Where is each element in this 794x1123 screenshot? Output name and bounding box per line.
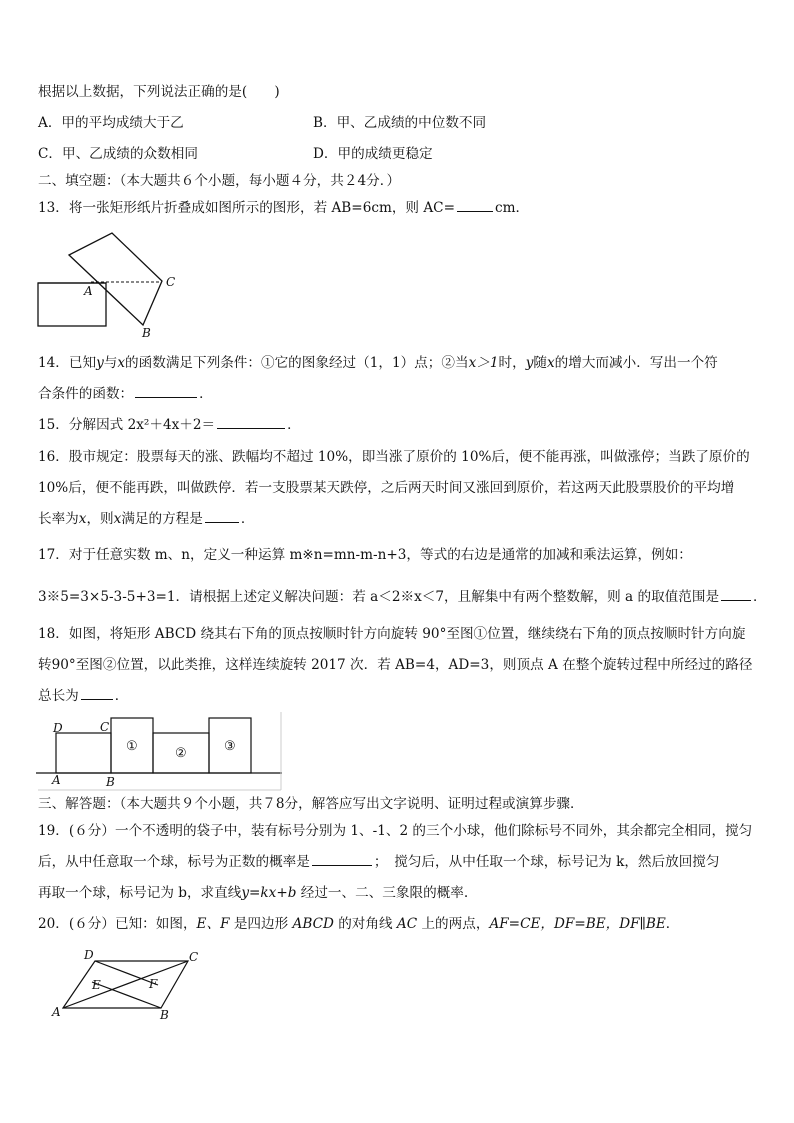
q16-var-x: x	[78, 511, 87, 527]
q20-text-d: 上的两点，	[417, 916, 490, 932]
q18-label-a: A	[52, 773, 61, 787]
q14-text-b: 与	[103, 355, 118, 371]
q12-stem: 根据以上数据，下列说法正确的是( )	[38, 84, 280, 100]
q18-label-b: B	[106, 775, 115, 789]
q19-text-b: ； 搅匀后，从中任取一个球，标号记为 k，然后放回搅匀	[373, 854, 720, 870]
q20-label-f: F	[149, 977, 158, 991]
q14-text-e: 随	[533, 355, 547, 371]
q15-answer-blank	[217, 416, 285, 429]
q13-text-after: cm．	[494, 200, 530, 216]
q17-answer-blank	[721, 588, 751, 601]
q20-text-a: 20．(６分）已知：如图，	[38, 916, 197, 932]
q18-label-pos2: ②	[175, 746, 187, 761]
q20-label-a: A	[52, 1005, 61, 1019]
q14-line1	[38, 354, 718, 372]
q19-equation: y=kx+b	[241, 885, 297, 901]
q14-var-y: y	[96, 355, 104, 371]
q12-option-d: D．甲的成绩更稳定	[313, 146, 433, 162]
q16-text-b: ，则	[86, 511, 114, 527]
q17-end: ．	[753, 589, 767, 605]
q18-line3	[38, 687, 128, 705]
q19-text-c: 再取一个球，标号记为 b，求直线	[38, 885, 242, 901]
q19-text-d: 经过一、二、三象限的概率.	[296, 885, 469, 901]
q13-answer-blank	[457, 199, 493, 212]
q13-label-a: A	[84, 284, 93, 298]
q16-end: ．	[240, 511, 255, 527]
q13-text-before: 13．将一张矩形纸片折叠成如图所示的图形，若 AB=6cm，则 AC=	[38, 200, 455, 216]
q18-line1: 18．如图，将矩形 ABCD 绕其右下角的顶点按顺时针方向旋转 90°至图①位置，继续绕右下角的顶点按顺时针方向旋	[38, 626, 746, 642]
q18-line3-text: 总长为	[38, 688, 79, 704]
q14-line2	[38, 385, 213, 403]
q18-label-d: D	[53, 721, 63, 735]
q14-var-x-2: x	[546, 355, 555, 371]
q20-conditions: AF=CE，DF=BE，DF∥BE	[489, 916, 666, 932]
q14-line2-text: 合条件的函数：	[38, 386, 134, 402]
q18-label-c: C	[100, 720, 110, 734]
q14-condition: x＞1	[468, 355, 499, 371]
q12-option-a: A．甲的平均成绩大于乙	[38, 115, 184, 131]
q17-line2	[38, 588, 767, 606]
q19-line1: 19．(６分）一个不透明的袋子中，装有标号分别为 1、-1、2 的三个小球，他们除标号不同外，其余都完全相同，搅匀	[38, 823, 753, 839]
q15-line	[38, 416, 301, 434]
q15-end: ．	[287, 417, 301, 433]
section2-heading: 二、填空题：（本大题共６个小题，每小题４分，共２4分．）	[38, 173, 401, 189]
q14-line2-end: ．	[199, 386, 213, 402]
q20-figure	[48, 946, 218, 1026]
q20-text-b: 是四边形	[229, 916, 293, 932]
q14-text-a: 14．已知	[38, 355, 97, 371]
q17-line1: 17．对于任意实数 m、n，定义一种运算 m※n=mn-m-n+3，等式的右边是通常的加减和乘法运算，例如：	[38, 547, 692, 563]
q20-points-ef: E、F	[196, 916, 230, 932]
q16-answer-blank	[205, 510, 239, 523]
q20-end: ．	[665, 916, 680, 932]
q18-label-pos3: ③	[224, 739, 236, 754]
q14-text-f: 的增大而减小．写出一个符	[554, 355, 718, 371]
q13-label-c: C	[166, 275, 176, 289]
q16-text-c: 满足的方程是	[121, 511, 203, 527]
q18-label-pos1: ①	[126, 739, 138, 754]
q19-line3	[38, 884, 468, 902]
q14-answer-blank	[135, 385, 197, 398]
q16-line3	[38, 510, 254, 528]
q13-figure	[36, 228, 186, 343]
q16-line1: 16．股市规定：股票每天的涨、跌幅均不超过 10%，即当涨了原价的 10%后，便不能再涨，叫做涨停；当跌了原价的	[38, 449, 750, 465]
q16-text-a: 长率为	[38, 511, 79, 527]
q20-label-b: B	[160, 1008, 169, 1022]
q14-text-c: 的函数满足下列条件：①它的图象经过（1，1）点；②当	[125, 355, 469, 371]
q18-figure	[36, 712, 286, 792]
q12-option-b: B．甲、乙成绩的中位数不同	[313, 115, 487, 131]
q18-end: ．	[114, 688, 129, 704]
q14-var-x: x	[117, 355, 126, 371]
section3-heading: 三、解答题：（本大题共９个小题，共７8分，解答应写出文字说明、证明过程或演算步骤．	[38, 796, 584, 812]
q14-text-d: 时，	[498, 355, 526, 371]
q19-answer-blank	[312, 853, 372, 866]
q20-quad: ABCD	[292, 916, 334, 932]
q20-label-e: E	[92, 978, 101, 992]
q13-label-b: B	[142, 326, 151, 340]
q18-line2: 转90°至图②位置，以此类推，这样连续旋转 2017 次．若 AB=4，AD=3，则顶点 A 在整个旋转过程中所经过的路径	[38, 657, 753, 673]
q20-line	[38, 915, 679, 933]
q17-line2-text: 3※5=3×5-3-5+3=1．请根据上述定义解决问题：若 a＜2※x＜7，且解集中有两个整数解，则 a 的取值范围是	[38, 589, 720, 605]
q20-label-d: D	[84, 948, 94, 962]
q16-line2: 10%后，便不能再跌，叫做跌停．若一支股票某天跌停，之后两天时间又涨回到原价，若这两天此股票股价的平均增	[38, 480, 735, 496]
q12-option-c: C．甲、乙成绩的众数相同	[38, 146, 198, 162]
q19-text-a: 后，从中任意取一个球，标号为正数的概率是	[38, 854, 310, 870]
q19-line2	[38, 853, 719, 871]
q14-var-y-2: y	[525, 355, 534, 371]
q15-text: 15．分解因式 2x²＋4x＋2＝	[38, 417, 216, 433]
q13-text	[38, 199, 529, 217]
q18-answer-blank	[81, 687, 113, 700]
q16-var-x-2: x	[113, 511, 122, 527]
q20-text-c: 的对角线	[333, 916, 397, 932]
q20-label-c: C	[189, 950, 199, 964]
q20-diagonal: AC	[396, 916, 418, 932]
